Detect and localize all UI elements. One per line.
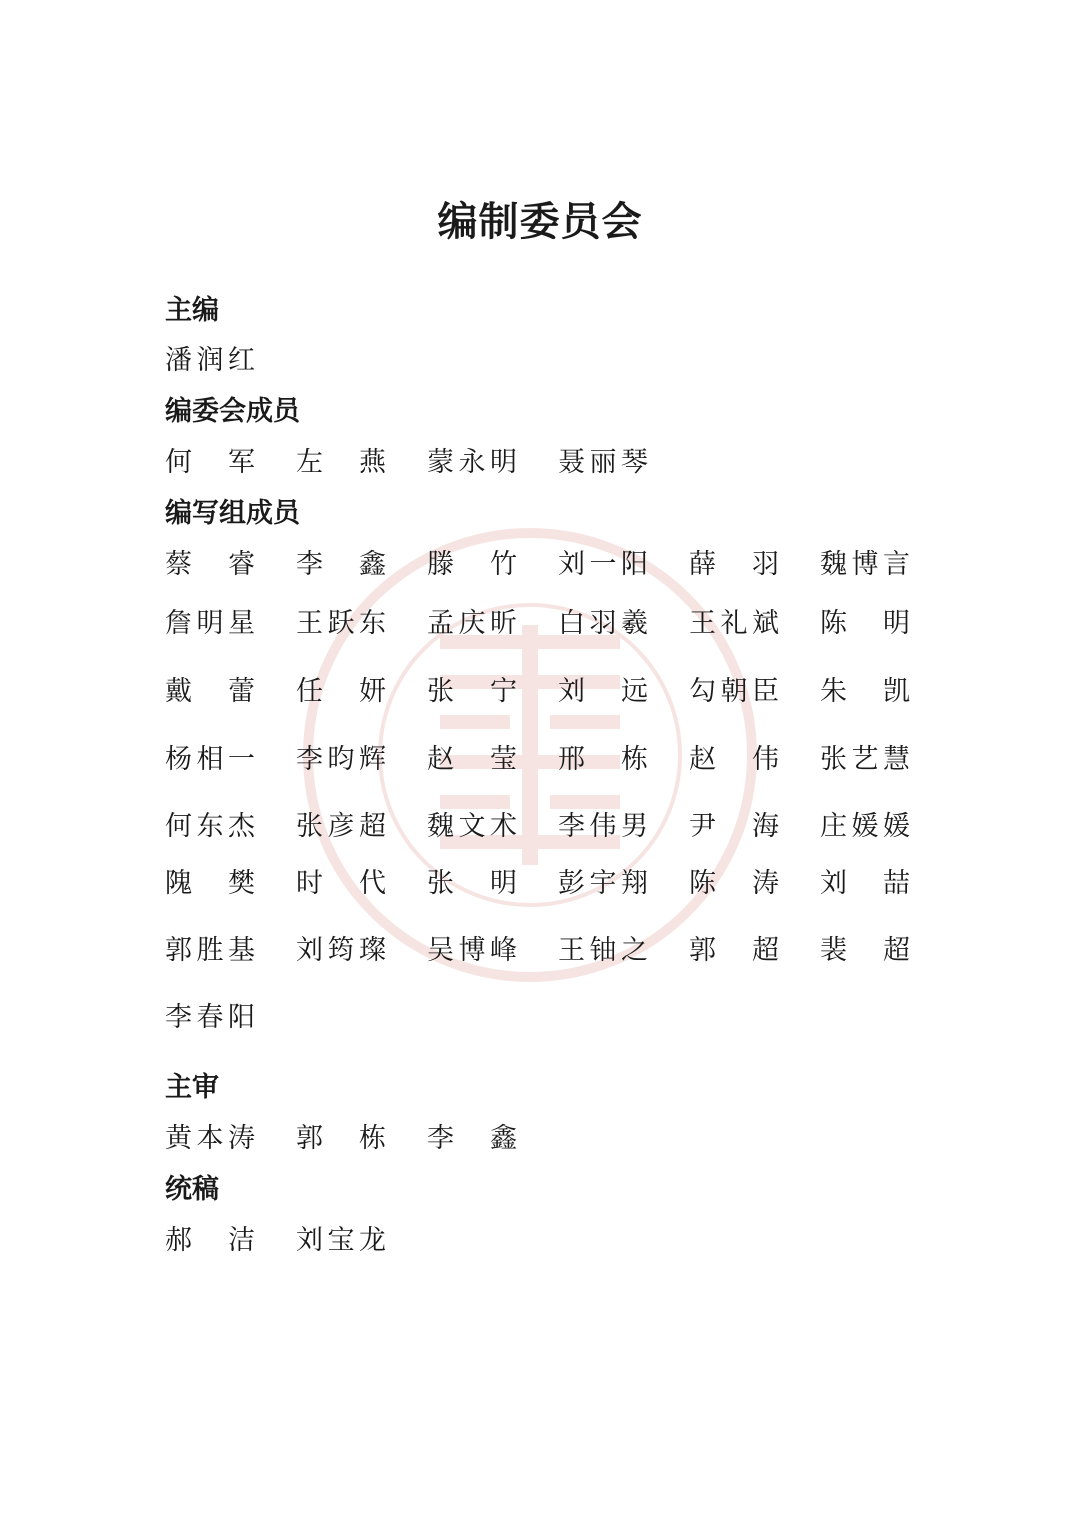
member-name: 郭 超 (689, 935, 779, 966)
member-name: 李 昀 辉 (296, 744, 386, 775)
member-name: 李 春 阳 (165, 1002, 255, 1033)
member-name: 郝 洁 (165, 1225, 255, 1256)
member-name: 刘 一 阳 (558, 549, 648, 580)
member-name: 潘 润 红 (165, 345, 255, 376)
member-name: 魏 文 术 (427, 811, 517, 842)
member-name: 詹 明 星 (165, 608, 255, 639)
member-name: 赵 伟 (689, 744, 779, 775)
member-name: 刘 筠 璨 (296, 935, 386, 966)
member-name: 黄 本 涛 (165, 1123, 255, 1154)
member-name: 刘 远 (558, 676, 648, 707)
member-name: 刘 喆 (820, 868, 910, 899)
member-name: 尹 海 (689, 811, 779, 842)
member-name: 王 铀 之 (558, 935, 648, 966)
member-name: 李 鑫 (427, 1123, 517, 1154)
member-name: 朱 凯 (820, 676, 910, 707)
member-name: 白 羽 羲 (558, 608, 648, 639)
member-name: 何 军 (165, 447, 255, 478)
member-name: 滕 竹 (427, 549, 517, 580)
member-name: 左 燕 (296, 447, 386, 478)
member-name: 张 彦 超 (296, 811, 386, 842)
member-name: 聂 丽 琴 (558, 447, 648, 478)
page-title: 编制委员会 (437, 199, 643, 245)
member-name: 吴 博 峰 (427, 935, 517, 966)
member-name: 王 礼 斌 (689, 608, 779, 639)
member-name: 庄 媛 媛 (820, 811, 910, 842)
member-name: 张 明 (427, 868, 517, 899)
member-name: 李 鑫 (296, 549, 386, 580)
member-name: 蔡 睿 (165, 549, 255, 580)
member-name: 裴 超 (820, 935, 910, 966)
member-name: 李 伟 男 (558, 811, 648, 842)
member-name: 薛 羽 (689, 549, 779, 580)
member-name: 何 东 杰 (165, 811, 255, 842)
section-label-chief_reviewer: 主审 (165, 1072, 219, 1103)
member-name: 任 妍 (296, 676, 386, 707)
member-name: 赵 莹 (427, 744, 517, 775)
member-name: 孟 庆 昕 (427, 608, 517, 639)
member-name: 王 跃 东 (296, 608, 386, 639)
member-name: 张 宁 (427, 676, 517, 707)
member-name: 蒙 永 明 (427, 447, 517, 478)
section-label-writers: 编写组成员 (165, 498, 300, 529)
member-name: 杨 相 一 (165, 744, 255, 775)
member-name: 张 艺 慧 (820, 744, 910, 775)
member-name: 郭 胜 基 (165, 935, 255, 966)
member-name: 隗 樊 (165, 868, 255, 899)
member-name: 魏 博 言 (820, 549, 910, 580)
member-name: 彭 宇 翔 (558, 868, 648, 899)
member-name: 陈 明 (820, 608, 910, 639)
member-name: 时 代 (296, 868, 386, 899)
member-name: 邢 栋 (558, 744, 648, 775)
member-name: 戴 蕾 (165, 676, 255, 707)
member-name: 陈 涛 (689, 868, 779, 899)
section-label-final_editor: 统稿 (165, 1174, 219, 1205)
section-label-chief_editor: 主编 (165, 295, 219, 326)
section-label-board: 编委会成员 (165, 396, 300, 427)
member-name: 勾 朝 臣 (689, 676, 779, 707)
member-name: 刘 宝 龙 (296, 1225, 386, 1256)
member-name: 郭 栋 (296, 1123, 386, 1154)
